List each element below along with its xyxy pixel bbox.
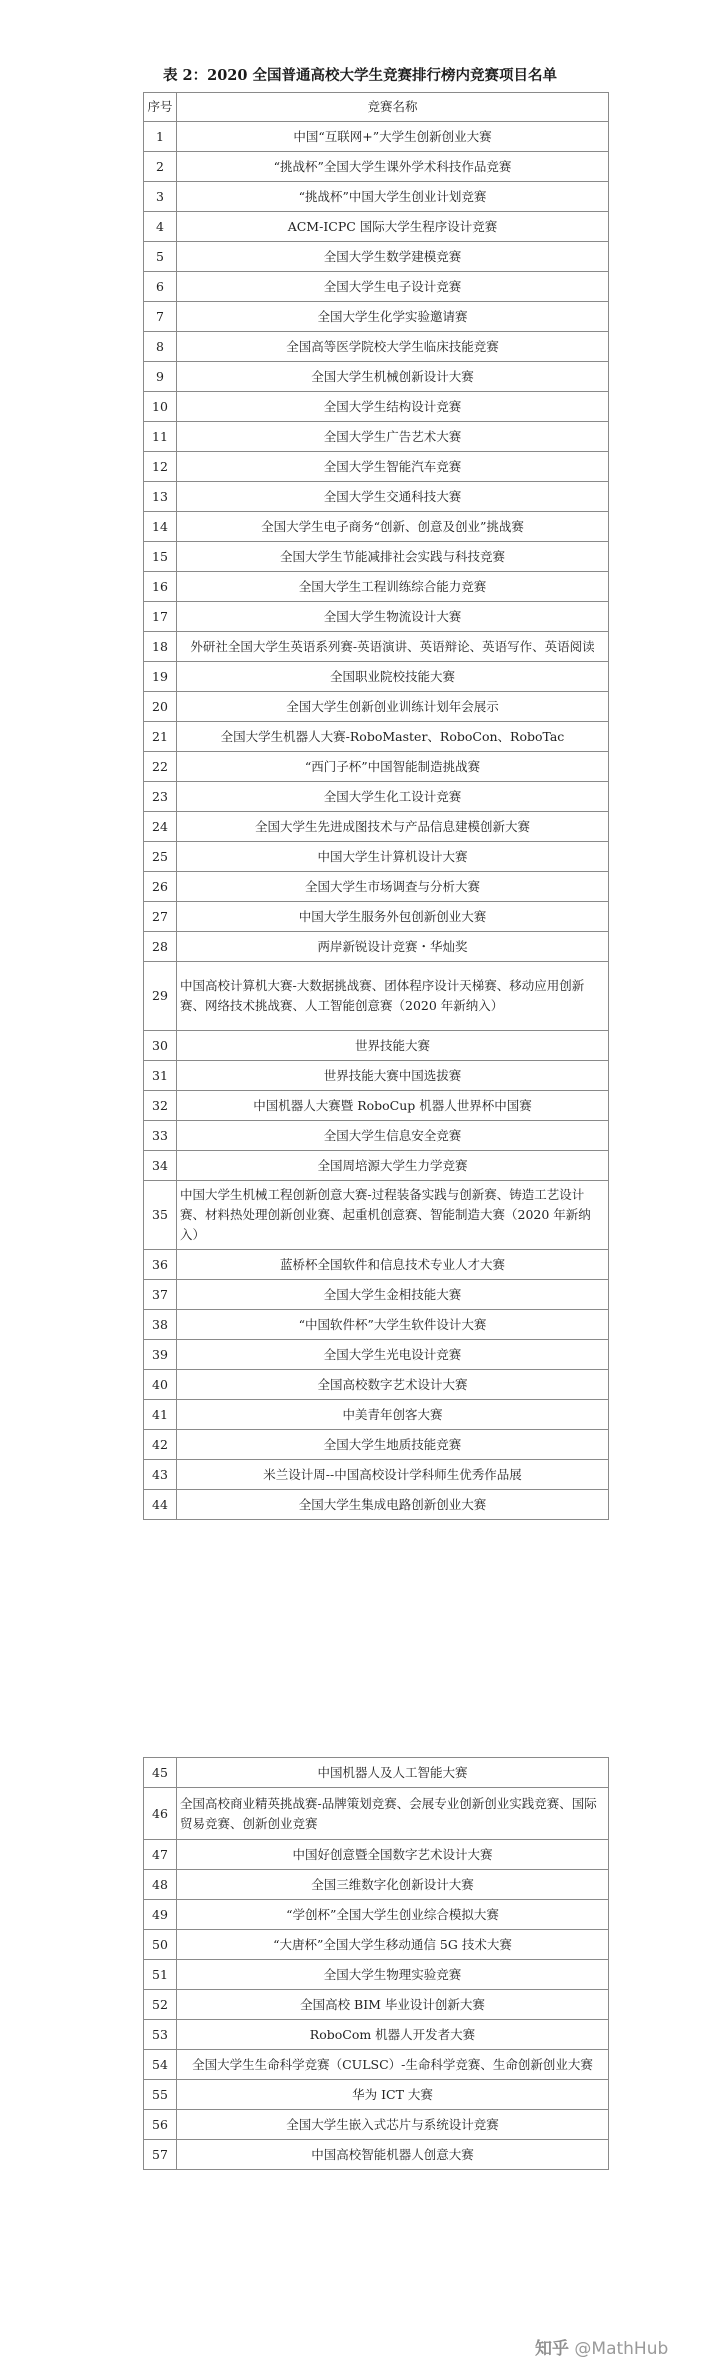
competition-name: ACM-ICPC 国际大学生程序设计竞赛 bbox=[177, 212, 609, 242]
table-row bbox=[144, 752, 609, 782]
row-number: 11 bbox=[144, 422, 177, 452]
competition-name: 全国大学生节能减排社会实践与科技竞赛 bbox=[177, 542, 609, 572]
competition-name: 全国大学生交通科技大赛 bbox=[177, 482, 609, 512]
zhihu-logo: 知乎 bbox=[535, 2339, 569, 2359]
competition-name: 全国高等医学院校大学生临床技能竞赛 bbox=[177, 332, 609, 362]
row-number: 31 bbox=[144, 1061, 177, 1091]
table-row bbox=[144, 662, 609, 692]
table-row bbox=[144, 1788, 609, 1840]
competition-name: RoboCom 机器人开发者大赛 bbox=[177, 2020, 609, 2050]
row-number: 23 bbox=[144, 782, 177, 812]
competition-name: 全国大学生嵌入式芯片与系统设计竞赛 bbox=[177, 2110, 609, 2140]
row-number: 43 bbox=[144, 1460, 177, 1490]
table-row bbox=[144, 872, 609, 902]
table-row bbox=[144, 1340, 609, 1370]
competition-name: 米兰设计周--中国高校设计学科师生优秀作品展 bbox=[177, 1460, 609, 1490]
row-number: 30 bbox=[144, 1031, 177, 1061]
competition-name: 全国大学生电子商务“创新、创意及创业”挑战赛 bbox=[177, 512, 609, 542]
row-number: 15 bbox=[144, 542, 177, 572]
row-number: 12 bbox=[144, 452, 177, 482]
row-number: 51 bbox=[144, 1960, 177, 1990]
table-row bbox=[144, 542, 609, 572]
row-number: 42 bbox=[144, 1430, 177, 1460]
table-row bbox=[144, 1181, 609, 1250]
row-number: 27 bbox=[144, 902, 177, 932]
row-number: 16 bbox=[144, 572, 177, 602]
row-number: 10 bbox=[144, 392, 177, 422]
competition-name: 两岸新锐设计竞赛・华灿奖 bbox=[177, 932, 609, 962]
row-number: 19 bbox=[144, 662, 177, 692]
table-row bbox=[144, 1870, 609, 1900]
row-number: 38 bbox=[144, 1310, 177, 1340]
row-number: 41 bbox=[144, 1400, 177, 1430]
table-row bbox=[144, 122, 609, 152]
competition-name: 全国大学生光电设计竞赛 bbox=[177, 1340, 609, 1370]
header-name: 竞赛名称 bbox=[177, 93, 609, 122]
competition-name: 全国大学生物流设计大赛 bbox=[177, 602, 609, 632]
competition-name: 全国大学生市场调查与分析大赛 bbox=[177, 872, 609, 902]
table-row bbox=[144, 422, 609, 452]
table-row bbox=[144, 722, 609, 752]
competition-name: 全国大学生机器人大赛-RoboMaster、RoboCon、RoboTac bbox=[177, 722, 609, 752]
table-row bbox=[144, 1960, 609, 1990]
competition-name: 全国大学生广告艺术大赛 bbox=[177, 422, 609, 452]
table-row bbox=[144, 602, 609, 632]
row-number: 46 bbox=[144, 1788, 177, 1840]
table-row bbox=[144, 1930, 609, 1960]
row-number: 29 bbox=[144, 962, 177, 1031]
competition-name: 全国大学生智能汽车竞赛 bbox=[177, 452, 609, 482]
row-number: 13 bbox=[144, 482, 177, 512]
table-row bbox=[144, 572, 609, 602]
competition-name: 中国高校智能机器人创意大赛 bbox=[177, 2140, 609, 2170]
competition-name: 蓝桥杯全国软件和信息技术专业人才大赛 bbox=[177, 1250, 609, 1280]
row-number: 36 bbox=[144, 1250, 177, 1280]
competition-name: 全国三维数字化创新设计大赛 bbox=[177, 1870, 609, 1900]
competition-name: 全国大学生化工设计竞赛 bbox=[177, 782, 609, 812]
competition-name: 全国大学生金相技能大赛 bbox=[177, 1280, 609, 1310]
row-number: 39 bbox=[144, 1340, 177, 1370]
competition-name: “挑战杯”全国大学生课外学术科技作品竞赛 bbox=[177, 152, 609, 182]
competition-name: “大唐杯”全国大学生移动通信 5G 技术大赛 bbox=[177, 1930, 609, 1960]
row-number: 32 bbox=[144, 1091, 177, 1121]
row-number: 14 bbox=[144, 512, 177, 542]
competition-name: 中国好创意暨全国数字艺术设计大赛 bbox=[177, 1840, 609, 1870]
competition-name: 全国大学生先进成图技术与产品信息建模创新大赛 bbox=[177, 812, 609, 842]
competition-name: 中国大学生服务外包创新创业大赛 bbox=[177, 902, 609, 932]
competition-table-part-1 bbox=[143, 92, 609, 1520]
competition-name: 全国大学生地质技能竞赛 bbox=[177, 1430, 609, 1460]
row-number: 44 bbox=[144, 1490, 177, 1520]
row-number: 25 bbox=[144, 842, 177, 872]
competition-name: 中国机器人及人工智能大赛 bbox=[177, 1758, 609, 1788]
table-row bbox=[144, 812, 609, 842]
row-number: 35 bbox=[144, 1181, 177, 1250]
competition-name: 全国大学生结构设计竞赛 bbox=[177, 392, 609, 422]
row-number: 45 bbox=[144, 1758, 177, 1788]
table-row bbox=[144, 842, 609, 872]
competition-table-part-2 bbox=[143, 1757, 609, 2170]
competition-name: 世界技能大赛 bbox=[177, 1031, 609, 1061]
row-number: 26 bbox=[144, 872, 177, 902]
competition-name: 全国大学生数学建模竞赛 bbox=[177, 242, 609, 272]
row-number: 53 bbox=[144, 2020, 177, 2050]
competition-name: 全国大学生化学实验邀请赛 bbox=[177, 302, 609, 332]
table-row bbox=[144, 1400, 609, 1430]
row-number: 7 bbox=[144, 302, 177, 332]
row-number: 28 bbox=[144, 932, 177, 962]
competition-name: 全国大学生创新创业训练计划年会展示 bbox=[177, 692, 609, 722]
table-row bbox=[144, 1250, 609, 1280]
table-row bbox=[144, 1280, 609, 1310]
table-row bbox=[144, 1370, 609, 1400]
table-row bbox=[144, 272, 609, 302]
table-row bbox=[144, 1091, 609, 1121]
row-number: 40 bbox=[144, 1370, 177, 1400]
competition-name: 外研社全国大学生英语系列赛-英语演讲、英语辩论、英语写作、英语阅读 bbox=[177, 632, 609, 662]
table-row bbox=[144, 2050, 609, 2080]
row-number: 52 bbox=[144, 1990, 177, 2020]
row-number: 5 bbox=[144, 242, 177, 272]
row-number: 50 bbox=[144, 1930, 177, 1960]
table-row bbox=[144, 962, 609, 1031]
table-row bbox=[144, 2110, 609, 2140]
table-row bbox=[144, 1061, 609, 1091]
row-number: 47 bbox=[144, 1840, 177, 1870]
table-row bbox=[144, 362, 609, 392]
competition-name: 中国机器人大赛暨 RoboCup 机器人世界杯中国赛 bbox=[177, 1091, 609, 1121]
competition-name: 全国大学生电子设计竞赛 bbox=[177, 272, 609, 302]
table-row bbox=[144, 212, 609, 242]
table-header-row bbox=[144, 93, 609, 122]
watermark-handle: @MathHub bbox=[574, 2339, 669, 2359]
competition-name: “中国软件杯”大学生软件设计大赛 bbox=[177, 1310, 609, 1340]
table-row bbox=[144, 332, 609, 362]
competition-name: 世界技能大赛中国选拔赛 bbox=[177, 1061, 609, 1091]
competition-name: “学创杯”全国大学生创业综合模拟大赛 bbox=[177, 1900, 609, 1930]
table-row bbox=[144, 782, 609, 812]
competition-name: 华为 ICT 大赛 bbox=[177, 2080, 609, 2110]
row-number: 34 bbox=[144, 1151, 177, 1181]
row-number: 2 bbox=[144, 152, 177, 182]
row-number: 20 bbox=[144, 692, 177, 722]
row-number: 37 bbox=[144, 1280, 177, 1310]
row-number: 1 bbox=[144, 122, 177, 152]
table-row bbox=[144, 242, 609, 272]
row-number: 24 bbox=[144, 812, 177, 842]
competition-name: 全国高校 BIM 毕业设计创新大赛 bbox=[177, 1990, 609, 2020]
table-row bbox=[144, 632, 609, 662]
competition-name: 全国周培源大学生力学竞赛 bbox=[177, 1151, 609, 1181]
table-row bbox=[144, 692, 609, 722]
table-row bbox=[144, 1151, 609, 1181]
competition-name: 全国大学生物理实验竞赛 bbox=[177, 1960, 609, 1990]
table-row bbox=[144, 2080, 609, 2110]
competition-name: “西门子杯”中国智能制造挑战赛 bbox=[177, 752, 609, 782]
competition-name: 中国“互联网+”大学生创新创业大赛 bbox=[177, 122, 609, 152]
table-row bbox=[144, 452, 609, 482]
row-number: 4 bbox=[144, 212, 177, 242]
table-row bbox=[144, 2140, 609, 2170]
watermark bbox=[535, 2334, 668, 2359]
table-row bbox=[144, 152, 609, 182]
table-row bbox=[144, 2020, 609, 2050]
row-number: 56 bbox=[144, 2110, 177, 2140]
row-number: 54 bbox=[144, 2050, 177, 2080]
table-row bbox=[144, 512, 609, 542]
row-number: 33 bbox=[144, 1121, 177, 1151]
row-number: 9 bbox=[144, 362, 177, 392]
row-number: 3 bbox=[144, 182, 177, 212]
competition-name: 全国大学生工程训练综合能力竞赛 bbox=[177, 572, 609, 602]
table-row bbox=[144, 1310, 609, 1340]
table-row bbox=[144, 1990, 609, 2020]
row-number: 48 bbox=[144, 1870, 177, 1900]
table-row bbox=[144, 1840, 609, 1870]
row-number: 17 bbox=[144, 602, 177, 632]
table-row bbox=[144, 1430, 609, 1460]
competition-name: 全国高校商业精英挑战赛-品牌策划竞赛、会展专业创新创业实践竞赛、国际贸易竞赛、创新创业竞赛 bbox=[177, 1788, 609, 1840]
table-row bbox=[144, 182, 609, 212]
competition-name: 全国大学生生命科学竞赛（CULSC）-生命科学竞赛、生命创新创业大赛 bbox=[177, 2050, 609, 2080]
row-number: 55 bbox=[144, 2080, 177, 2110]
page-title: 表 2：2020 全国普通高校大学生竞赛排行榜内竞赛项目名单 bbox=[162, 67, 558, 84]
table-row bbox=[144, 1900, 609, 1930]
competition-name: 中国大学生机械工程创新创意大赛-过程装备实践与创新赛、铸造工艺设计赛、材料热处理创新创业赛、起重机创意赛、智能制造大赛（2020 年新纳入） bbox=[177, 1181, 609, 1250]
competition-name: 全国大学生信息安全竞赛 bbox=[177, 1121, 609, 1151]
competition-name: “挑战杯”中国大学生创业计划竞赛 bbox=[177, 182, 609, 212]
row-number: 6 bbox=[144, 272, 177, 302]
competition-name: 全国大学生集成电路创新创业大赛 bbox=[177, 1490, 609, 1520]
table-row bbox=[144, 1121, 609, 1151]
table-row bbox=[144, 902, 609, 932]
header-num: 序号 bbox=[144, 93, 177, 122]
table-row bbox=[144, 392, 609, 422]
table-row bbox=[144, 1031, 609, 1061]
competition-name: 全国职业院校技能大赛 bbox=[177, 662, 609, 692]
competition-name: 中国大学生计算机设计大赛 bbox=[177, 842, 609, 872]
row-number: 21 bbox=[144, 722, 177, 752]
table-row bbox=[144, 932, 609, 962]
row-number: 49 bbox=[144, 1900, 177, 1930]
competition-name: 全国高校数字艺术设计大赛 bbox=[177, 1370, 609, 1400]
table-row bbox=[144, 302, 609, 332]
table-row bbox=[144, 1460, 609, 1490]
row-number: 8 bbox=[144, 332, 177, 362]
table-row bbox=[144, 1490, 609, 1520]
table-row bbox=[144, 1758, 609, 1788]
row-number: 18 bbox=[144, 632, 177, 662]
row-number: 22 bbox=[144, 752, 177, 782]
competition-name: 中国高校计算机大赛-大数据挑战赛、团体程序设计天梯赛、移动应用创新赛、网络技术挑战赛、人工智能创意赛（2020 年新纳入） bbox=[177, 962, 609, 1031]
row-number: 57 bbox=[144, 2140, 177, 2170]
competition-name: 全国大学生机械创新设计大赛 bbox=[177, 362, 609, 392]
table-row bbox=[144, 482, 609, 512]
competition-name: 中美青年创客大赛 bbox=[177, 1400, 609, 1430]
